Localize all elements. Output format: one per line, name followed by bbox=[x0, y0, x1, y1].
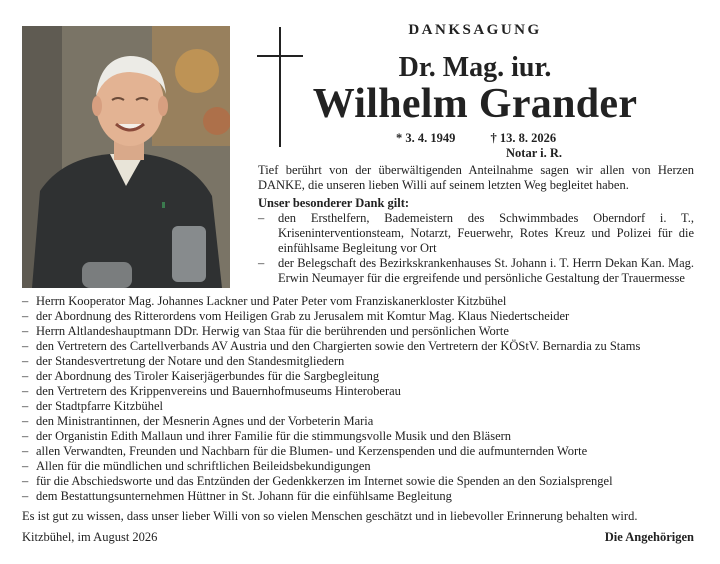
list-item: – Herrn Altlandeshauptmann DDr. Herwig van Staa für die berührenden und persönlichen Worte bbox=[22, 324, 702, 339]
birth-date: * 3. 4. 1949 bbox=[396, 131, 456, 145]
portrait-photo bbox=[22, 26, 230, 288]
intro-paragraph: Tief berührt von der überwältigenden Anteilnahme sagen wir allen von Herzen DANKE, die unseren lieben Willi auf seinem letzten Weg begleitet haben. bbox=[258, 163, 694, 192]
deceased-name: Wilhelm Grander bbox=[312, 81, 638, 127]
signature: Die Angehörigen bbox=[604, 530, 694, 544]
list-item: – den Vertretern des Krippenvereins und Bauernhofmuseums Hinteroberau bbox=[22, 384, 702, 399]
portrait-illustration bbox=[22, 26, 230, 288]
list-item: – für die Abschiedsworte und das Entzünden der Gedenkkerzen im Internet sowie die Spenden an den Sozialsprengel bbox=[22, 474, 702, 489]
list-item: – den Vertretern des Cartellverbands AV Austria und den Chargierten sowie den Vertretern der KÖStV. Bernardia zu Stams bbox=[22, 339, 702, 354]
list-item: – der Abordnung des Tiroler Kaiserjägerbundes für die Sargbegleitung bbox=[22, 369, 702, 384]
list-item: – den Ministrantinnen, der Mesnerin Agnes und der Vorbeterin Maria bbox=[22, 414, 702, 429]
list-item: – Herrn Kooperator Mag. Johannes Lackner und Pater Peter vom Franziskanerkloster Kitzbühel bbox=[22, 294, 702, 309]
list-item: – Allen für die mündlichen und schriftlichen Beileidsbekundigungen bbox=[22, 459, 702, 474]
closing-sentence: Es ist gut zu wissen, dass unser lieber Willi von so vielen Menschen geschätzt und in liebevoller Erinnerung behalten wird. bbox=[22, 509, 638, 523]
academic-title: Dr. Mag. iur. bbox=[398, 52, 552, 83]
thanks-list-bottom bbox=[22, 294, 702, 504]
notice-heading: DANKSAGUNG bbox=[408, 22, 542, 38]
list-item: – der Organistin Edith Mallaun und ihrer Familie für die stimmungsvolle Musik und den Bläsern bbox=[22, 429, 702, 444]
thanks-heading: Unser besonderer Dank gilt: bbox=[258, 196, 410, 210]
life-dates bbox=[396, 131, 556, 146]
place-date: Kitzbühel, im August 2026 bbox=[22, 530, 158, 544]
list-item: – dem Bestattungsunternehmen Hüttner in St. Johann für die einfühlsame Begleitung bbox=[22, 489, 702, 504]
thanks-list-top bbox=[258, 211, 694, 286]
list-item: – der Belegschaft des Bezirkskrankenhauses St. Johann i. T. Herrn Dekan Kan. Mag. Erwin Neumayer für die ergreifende und persönliche Gestaltung der Trauermesse bbox=[258, 256, 694, 286]
list-item: – allen Verwandten, Freunden und Nachbarn für die Blumen- und Kerzenspenden und die aufmunternden Worte bbox=[22, 444, 702, 459]
profession: Notar i. R. bbox=[506, 146, 563, 160]
cross-icon bbox=[257, 27, 303, 147]
death-date: † 13. 8. 2026 bbox=[490, 131, 557, 145]
list-item: – der Abordnung des Ritterordens vom Heiligen Grab zu Jerusalem mit Komtur Mag. Klaus Niedertscheider bbox=[22, 309, 702, 324]
list-item: – der Stadtpfarre Kitzbühel bbox=[22, 399, 702, 414]
list-item: – der Standesvertretung der Notare und den Standesmitgliedern bbox=[22, 354, 702, 369]
list-item: – den Ersthelfern, Bademeistern des Schwimmbades Oberndorf i. T., Kriseninterventionsteam, Notarzt, Feuerwehr, Rotes Kreuz und Polizei für die einfühlsame Begleitung vor Ort bbox=[258, 211, 694, 256]
